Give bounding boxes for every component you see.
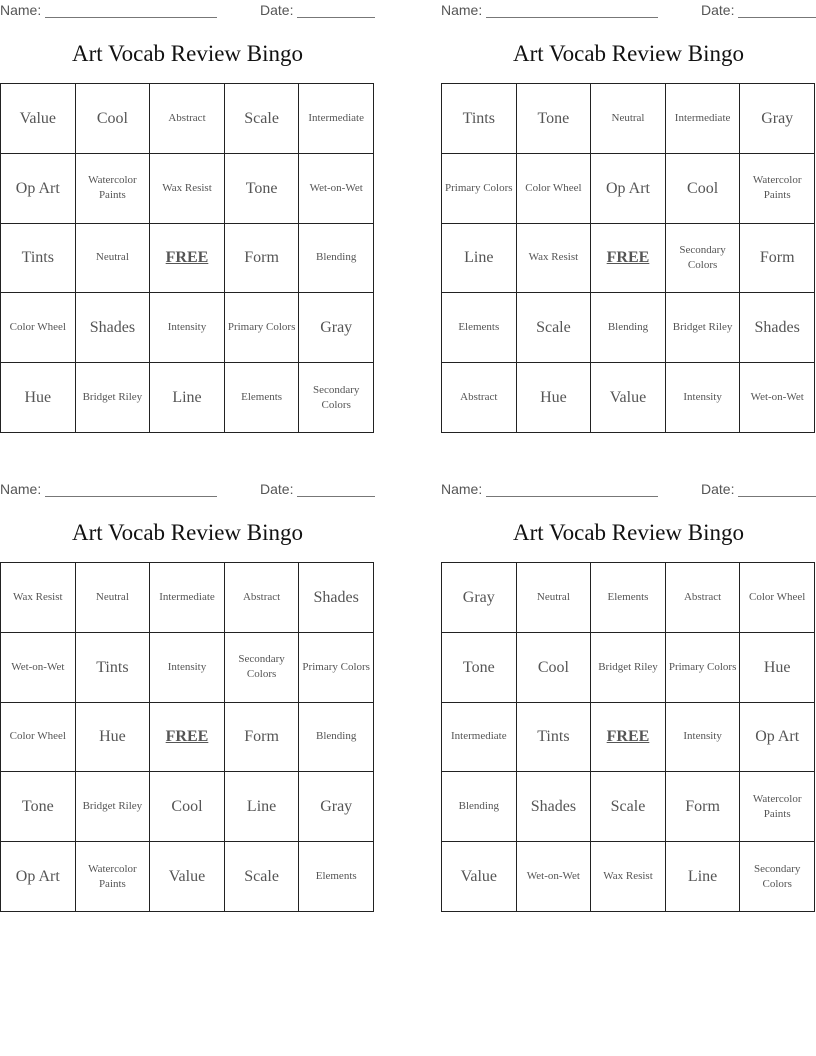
bingo-card — [441, 479, 816, 919]
bingo-cell[interactable]: Neutral — [591, 84, 666, 154]
date-label: Date: — [701, 481, 735, 497]
bingo-cell[interactable]: Tints — [76, 633, 151, 703]
bingo-cell[interactable]: Wax Resist — [591, 842, 666, 912]
bingo-cell[interactable]: Intensity — [666, 363, 741, 433]
date-blank-line[interactable] — [738, 496, 816, 497]
name-blank-line[interactable] — [45, 17, 217, 18]
bingo-cell[interactable]: Bridget Riley — [666, 293, 741, 363]
bingo-cell[interactable]: Op Art — [740, 703, 815, 773]
bingo-cell[interactable]: Value — [442, 842, 517, 912]
name-blank-line[interactable] — [45, 496, 217, 497]
bingo-grid — [441, 83, 815, 433]
bingo-cell[interactable]: Hue — [517, 363, 592, 433]
bingo-cell[interactable]: Gray — [442, 563, 517, 633]
name-label: Name: — [0, 2, 42, 18]
bingo-cell[interactable]: Neutral — [517, 563, 592, 633]
bingo-cell[interactable]: Primary Colors — [225, 293, 300, 363]
bingo-card — [441, 0, 816, 440]
bingo-cell[interactable]: Tone — [517, 84, 592, 154]
bingo-card — [0, 479, 375, 919]
bingo-cell[interactable]: Wet-on-Wet — [517, 842, 592, 912]
bingo-cell[interactable]: Elements — [442, 293, 517, 363]
bingo-card — [0, 0, 375, 440]
card-title: Art Vocab Review Bingo — [71, 41, 304, 66]
bingo-cell[interactable]: Form — [740, 224, 815, 294]
bingo-cell[interactable]: Elements — [299, 842, 374, 912]
bingo-cell[interactable]: Shades — [517, 772, 592, 842]
bingo-cell[interactable]: Intermediate — [299, 84, 374, 154]
bingo-cell[interactable]: Form — [225, 224, 300, 294]
bingo-cell[interactable]: Cool — [517, 633, 592, 703]
name-label: Name: — [441, 2, 483, 18]
bingo-cell[interactable]: Color Wheel — [1, 293, 76, 363]
bingo-cell[interactable]: Bridget Riley — [591, 633, 666, 703]
free-space-cell[interactable]: FREE — [591, 224, 666, 294]
bingo-cell[interactable]: Bridget Riley — [76, 772, 151, 842]
bingo-cell[interactable]: Blending — [299, 703, 374, 773]
bingo-cell[interactable]: Elements — [225, 363, 300, 433]
bingo-cell[interactable]: Hue — [1, 363, 76, 433]
bingo-cell[interactable]: Op Art — [591, 154, 666, 224]
bingo-cell[interactable]: Abstract — [225, 563, 300, 633]
date-label: Date: — [260, 481, 294, 497]
free-space-cell[interactable]: FREE — [591, 703, 666, 773]
bingo-cell[interactable]: Tone — [225, 154, 300, 224]
bingo-grid — [0, 83, 374, 433]
card-title: Art Vocab Review Bingo — [512, 520, 745, 545]
bingo-cell[interactable]: Blending — [299, 224, 374, 294]
bingo-cell[interactable]: Abstract — [150, 84, 225, 154]
bingo-cell[interactable]: Gray — [740, 84, 815, 154]
name-date-row — [0, 2, 375, 20]
bingo-cell[interactable]: Neutral — [76, 224, 151, 294]
free-space-cell[interactable]: FREE — [150, 224, 225, 294]
card-title: Art Vocab Review Bingo — [512, 41, 745, 66]
bingo-cell[interactable]: Shades — [740, 293, 815, 363]
bingo-cell[interactable]: Intensity — [150, 633, 225, 703]
card-title: Art Vocab Review Bingo — [71, 520, 304, 545]
bingo-cell[interactable]: Neutral — [76, 563, 151, 633]
name-date-row — [441, 481, 816, 499]
bingo-cell[interactable]: Line — [150, 363, 225, 433]
date-label: Date: — [701, 2, 735, 18]
bingo-cell[interactable]: Line — [666, 842, 741, 912]
bingo-cell[interactable]: Tone — [442, 633, 517, 703]
bingo-cell[interactable]: Tints — [442, 84, 517, 154]
bingo-cell[interactable]: Color Wheel — [1, 703, 76, 773]
date-blank-line[interactable] — [738, 17, 816, 18]
date-blank-line[interactable] — [297, 17, 375, 18]
bingo-cell[interactable]: Hue — [740, 633, 815, 703]
bingo-cell[interactable]: Secondary Colors — [666, 224, 741, 294]
bingo-cell[interactable]: Primary Colors — [442, 154, 517, 224]
bingo-cell[interactable]: Watercolor Paints — [740, 772, 815, 842]
bingo-cell[interactable]: Blending — [591, 293, 666, 363]
bingo-cell[interactable]: Wet-on-Wet — [299, 154, 374, 224]
bingo-cell[interactable]: Watercolor Paints — [76, 154, 151, 224]
bingo-cell[interactable]: Scale — [591, 772, 666, 842]
bingo-cell[interactable]: Cool — [666, 154, 741, 224]
bingo-cell[interactable]: Scale — [225, 842, 300, 912]
name-label: Name: — [441, 481, 483, 497]
bingo-cell[interactable]: Color Wheel — [517, 154, 592, 224]
bingo-cell[interactable]: Intensity — [150, 293, 225, 363]
bingo-grid — [0, 562, 374, 912]
bingo-cell[interactable]: Secondary Colors — [225, 633, 300, 703]
name-date-row — [441, 2, 816, 20]
bingo-cell[interactable]: Op Art — [1, 154, 76, 224]
bingo-cell[interactable]: Intermediate — [666, 84, 741, 154]
bingo-cell[interactable]: Tone — [1, 772, 76, 842]
name-date-row — [0, 481, 375, 499]
bingo-cell[interactable]: Tints — [517, 703, 592, 773]
bingo-cell[interactable]: Wax Resist — [1, 563, 76, 633]
bingo-cell[interactable]: Watercolor Paints — [76, 842, 151, 912]
bingo-cell[interactable]: Intermediate — [442, 703, 517, 773]
bingo-grid — [441, 562, 815, 912]
bingo-cell[interactable]: Wax Resist — [150, 154, 225, 224]
bingo-cell[interactable]: Scale — [517, 293, 592, 363]
name-blank-line[interactable] — [486, 496, 658, 497]
bingo-cell[interactable]: Cool — [150, 772, 225, 842]
bingo-cell[interactable]: Wet-on-Wet — [740, 363, 815, 433]
bingo-cell[interactable]: Primary Colors — [299, 633, 374, 703]
bingo-cell[interactable]: Intermediate — [150, 563, 225, 633]
bingo-cell[interactable]: Gray — [299, 293, 374, 363]
bingo-cell[interactable]: Secondary Colors — [299, 363, 374, 433]
bingo-cell[interactable]: Value — [1, 84, 76, 154]
bingo-cell[interactable]: Value — [591, 363, 666, 433]
bingo-cell[interactable]: Gray — [299, 772, 374, 842]
bingo-cell[interactable]: Bridget Riley — [76, 363, 151, 433]
bingo-cell[interactable]: Watercolor Paints — [740, 154, 815, 224]
bingo-cell[interactable]: Secondary Colors — [740, 842, 815, 912]
bingo-cell[interactable]: Shades — [299, 563, 374, 633]
bingo-cell[interactable]: Form — [666, 772, 741, 842]
bingo-cell[interactable]: Tints — [1, 224, 76, 294]
bingo-cell[interactable]: Line — [225, 772, 300, 842]
bingo-cell[interactable]: Hue — [76, 703, 151, 773]
bingo-cell[interactable]: Wet-on-Wet — [1, 633, 76, 703]
bingo-cell[interactable]: Scale — [225, 84, 300, 154]
date-label: Date: — [260, 2, 294, 18]
bingo-cell[interactable]: Op Art — [1, 842, 76, 912]
bingo-cell[interactable]: Abstract — [666, 563, 741, 633]
name-blank-line[interactable] — [486, 17, 658, 18]
bingo-cell[interactable]: Shades — [76, 293, 151, 363]
bingo-cell[interactable]: Intensity — [666, 703, 741, 773]
bingo-cell[interactable]: Primary Colors — [666, 633, 741, 703]
name-label: Name: — [0, 481, 42, 497]
bingo-cell[interactable]: Abstract — [442, 363, 517, 433]
bingo-cell[interactable]: Line — [442, 224, 517, 294]
bingo-cell[interactable]: Wax Resist — [517, 224, 592, 294]
bingo-cell[interactable]: Cool — [76, 84, 151, 154]
date-blank-line[interactable] — [297, 496, 375, 497]
bingo-cell[interactable]: Elements — [591, 563, 666, 633]
bingo-cell[interactable]: Form — [225, 703, 300, 773]
bingo-cell[interactable]: Color Wheel — [740, 563, 815, 633]
free-space-cell[interactable]: FREE — [150, 703, 225, 773]
bingo-cell[interactable]: Value — [150, 842, 225, 912]
bingo-cell[interactable]: Blending — [442, 772, 517, 842]
